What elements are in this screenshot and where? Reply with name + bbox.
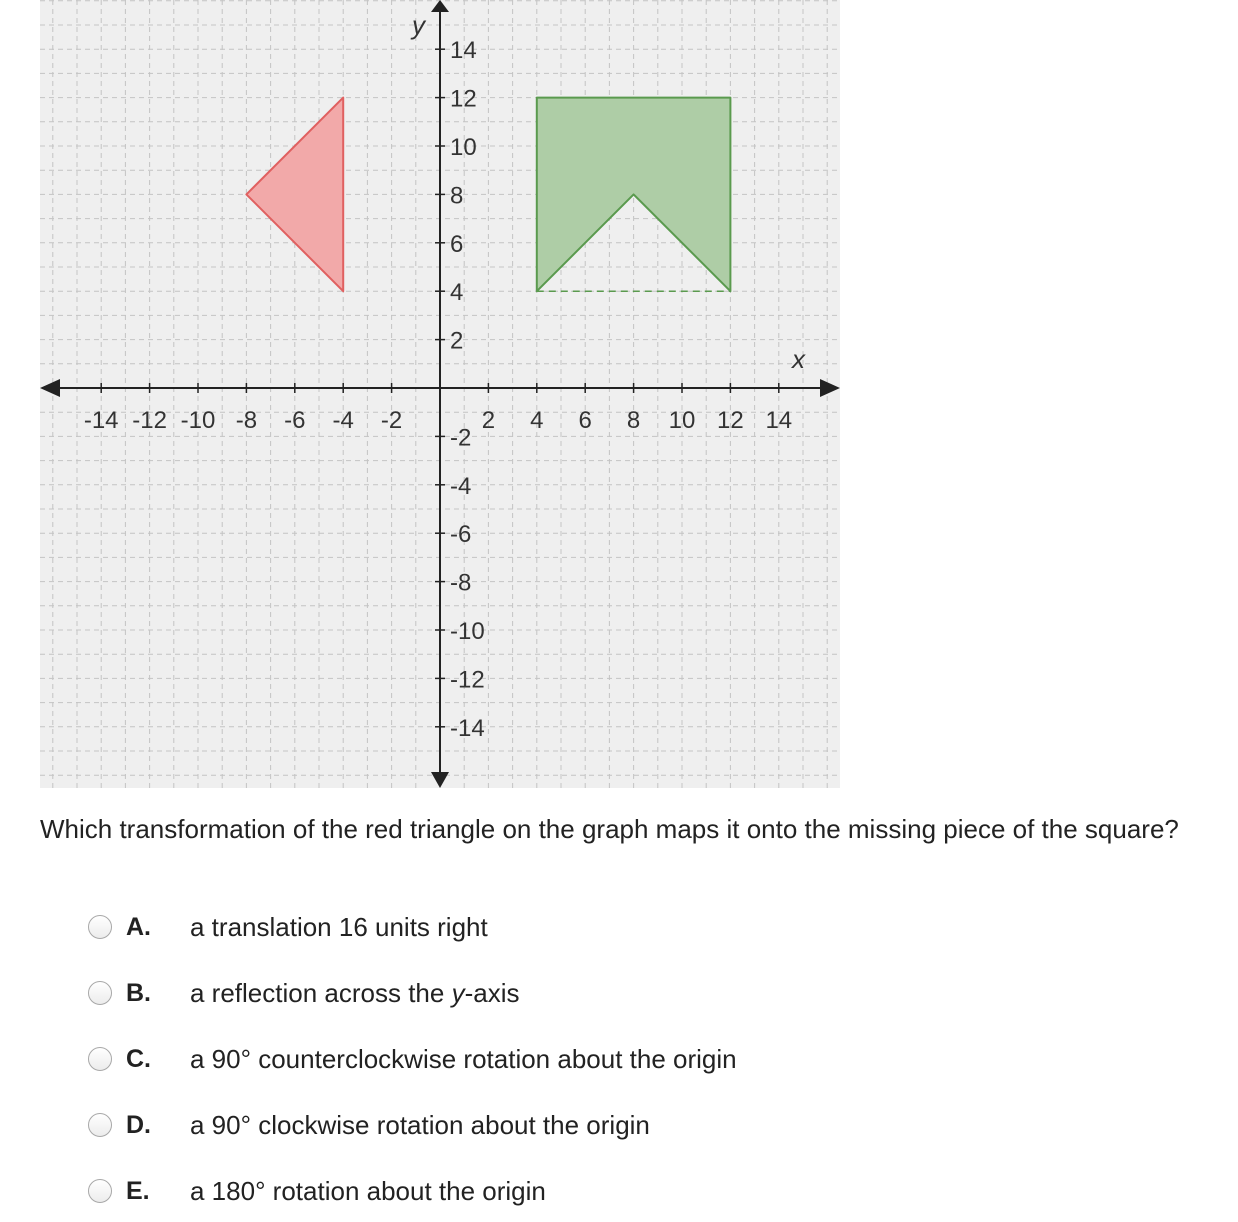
y-tick-label: 4 xyxy=(450,279,464,307)
y-tick-label: 2 xyxy=(450,327,464,355)
y-tick-label: -8 xyxy=(450,569,472,597)
x-tick-label: 12 xyxy=(717,407,744,434)
y-tick-label: -14 xyxy=(450,714,485,742)
x-tick-label: 10 xyxy=(668,407,696,434)
y-tick-label: -6 xyxy=(450,521,472,549)
radio-button-a[interactable] xyxy=(88,915,112,939)
x-tick-label: 4 xyxy=(530,407,544,434)
x-tick-label: -2 xyxy=(380,407,403,434)
choice-letter-e: E. xyxy=(126,1176,150,1205)
y-tick-label: 14 xyxy=(450,37,477,65)
y-tick-label: 6 xyxy=(450,230,464,258)
choice-text-c: a 90° counterclockwise rotation about the origin xyxy=(190,1043,737,1074)
radio-button-b[interactable] xyxy=(88,981,112,1005)
x-tick-label: -12 xyxy=(132,407,167,434)
choice-e[interactable] xyxy=(88,1174,546,1208)
choice-text-b-italic: y xyxy=(451,977,465,1008)
y-axis-label: y xyxy=(412,10,425,40)
y-tick-label: -12 xyxy=(450,666,485,694)
choice-letter-b: B. xyxy=(126,978,151,1007)
x-tick-label: -4 xyxy=(332,407,354,434)
x-tick-label: -6 xyxy=(284,407,306,434)
x-tick-label: 6 xyxy=(578,407,592,434)
choice-text-b-part1: a reflection across the xyxy=(190,977,452,1008)
radio-button-e[interactable] xyxy=(88,1179,112,1203)
y-tick-label: -10 xyxy=(450,618,485,645)
y-tick-label: 8 xyxy=(450,182,464,210)
x-tick-label: -8 xyxy=(235,407,258,434)
x-tick-label: 14 xyxy=(765,407,793,434)
radio-button-d[interactable] xyxy=(88,1113,112,1137)
coordinate-graph xyxy=(0,0,845,800)
x-tick-label: -10 xyxy=(180,407,216,434)
choice-text-a: a translation 16 units right xyxy=(190,911,488,942)
x-axis-label: x xyxy=(792,344,805,374)
y-tick-label: 10 xyxy=(450,134,477,161)
choice-letter-a: A. xyxy=(126,912,151,941)
y-tick-label: -2 xyxy=(450,424,472,452)
choice-text-b-part2: -axis xyxy=(464,977,520,1008)
choice-c[interactable] xyxy=(88,1042,737,1076)
choice-text-d: a 90° clockwise rotation about the origin xyxy=(190,1109,650,1140)
radio-button-c[interactable] xyxy=(88,1047,112,1071)
x-tick-label: -14 xyxy=(83,407,119,434)
choice-d[interactable] xyxy=(88,1108,650,1142)
question-text: Which transformation of the red triangle on the graph maps it onto the missing piece of the square? xyxy=(40,814,1179,844)
choice-text-b xyxy=(190,978,519,1009)
y-tick-label: -4 xyxy=(450,472,472,500)
x-tick-label: 8 xyxy=(626,407,641,434)
choice-a[interactable] xyxy=(88,910,488,944)
choice-text-e: a 180° rotation about the origin xyxy=(190,1175,546,1206)
choice-b[interactable] xyxy=(88,976,519,1010)
y-tick-label: 12 xyxy=(450,85,477,113)
choice-letter-d: D. xyxy=(126,1110,151,1139)
choice-letter-c: C. xyxy=(126,1044,151,1073)
x-tick-label: 2 xyxy=(481,407,496,434)
